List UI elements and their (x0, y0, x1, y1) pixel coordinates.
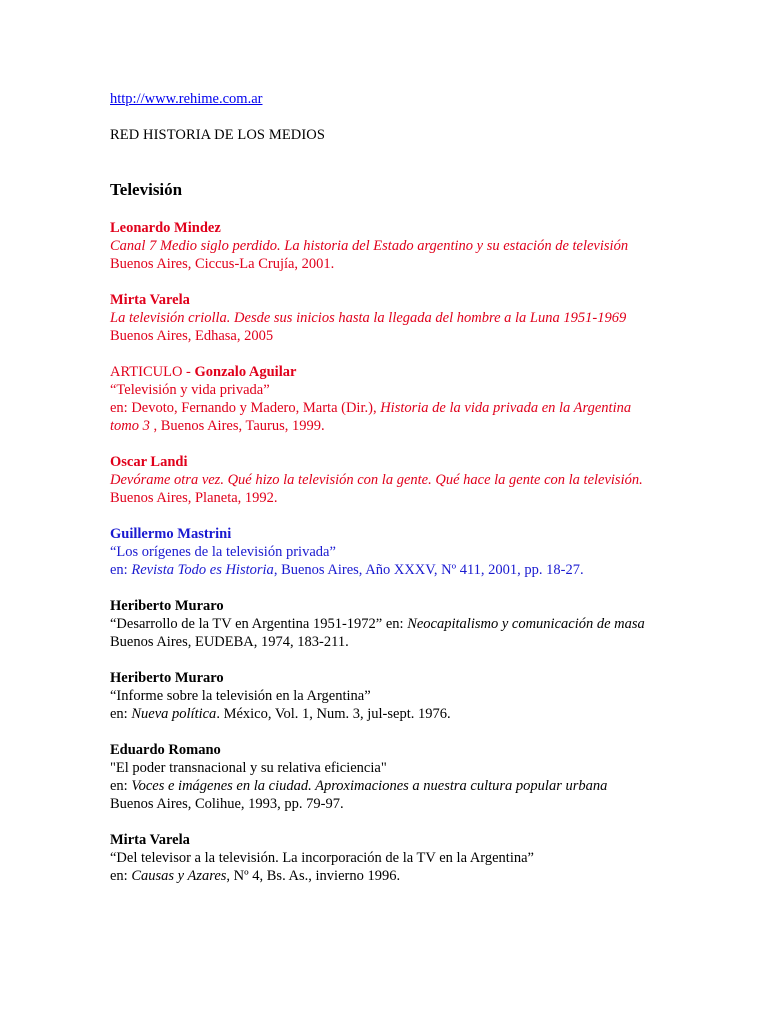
entry-article-title: “Del televisor a la televisión. La incorporación de la TV en la Argentina” (110, 850, 534, 866)
entry-source-prefix: en: Devoto, Fernando y Madero, Marta (Dir.), (110, 400, 381, 416)
entry-author: Leonardo Mindez (110, 220, 221, 236)
entry-author: Gonzalo Aguilar (194, 364, 297, 380)
entry-source (110, 777, 655, 795)
entry-article-title: "El poder transnacional y su relativa eficiencia" (110, 760, 387, 776)
section-title: Televisión (110, 180, 183, 199)
entry-title: Canal 7 Medio siglo perdido. La historia del Estado argentino y su estación de televisión (110, 238, 629, 254)
entry-author: Heriberto Muraro (110, 598, 224, 614)
entry-author-line (110, 363, 655, 381)
entry-article-title: “Informe sobre la televisión en la Argentina” (110, 688, 371, 704)
entry-source-prefix: en: (110, 706, 132, 722)
bibliography-entry (110, 219, 655, 273)
bibliography-list (110, 219, 655, 903)
entry-author: Mirta Varela (110, 832, 190, 848)
entry-publication: Buenos Aires, Edhasa, 2005 (110, 328, 274, 344)
entry-source (110, 561, 655, 579)
bibliography-entry (110, 741, 655, 813)
entry-source-suffix: . México, Vol. 1, Num. 3, jul-sept. 1976. (216, 706, 451, 722)
entry-author: Heriberto Muraro (110, 670, 224, 686)
entry-source (110, 399, 655, 435)
entry-source (110, 867, 655, 885)
entry-publication: Buenos Aires, EUDEBA, 1974, 183-211. (110, 634, 349, 650)
entry-title: La televisión criolla. Desde sus inicios hasta la llegada del hombre a la Luna 1951-1969 (110, 310, 627, 326)
entry-source (110, 615, 655, 633)
entry-author: Guillermo Mastrini (110, 526, 232, 542)
entry-title: Devórame otra vez. Qué hizo la televisión con la gente. Qué hace la gente con la televisión. (110, 472, 643, 488)
bibliography-entry (110, 453, 655, 507)
entry-source-title: Causas y Azares (131, 868, 227, 884)
entry-publication: Buenos Aires, Planeta, 1992. (110, 490, 278, 506)
entry-source-prefix: en: (110, 778, 132, 794)
bibliography-entry (110, 291, 655, 345)
entry-source-suffix: , Nº 4, Bs. As., invierno 1996. (226, 868, 401, 884)
entry-source-suffix: , Buenos Aires, Año XXXV, Nº 411, 2001, pp. 18-27. (273, 562, 584, 578)
entry-author: Eduardo Romano (110, 742, 221, 758)
entry-source-prefix: en: (110, 562, 132, 578)
entry-article-title: “Los orígenes de la televisión privada” (110, 544, 336, 560)
bibliography-entry (110, 831, 655, 885)
entry-source-title: Nueva política (131, 706, 217, 722)
entry-source-title: Historia de la vida privada en la Argentina tomo 3 (110, 400, 632, 434)
bibliography-entry (110, 597, 655, 651)
entry-source (110, 705, 655, 723)
entry-publication: Buenos Aires, Colihue, 1993, pp. 79-97. (110, 796, 344, 812)
entry-source-title: Revista Todo es Historia (131, 562, 274, 578)
site-url-link[interactable]: http://www.rehime.com.ar (110, 91, 263, 107)
entry-source-suffix: , Buenos Aires, Taurus, 1999. (149, 418, 325, 434)
entry-source-title: Voces e imágenes en la ciudad. Aproximaciones a nuestra cultura popular urbana (131, 778, 608, 794)
bibliography-entry (110, 525, 655, 579)
bibliography-entry (110, 363, 655, 435)
entry-article-title: “Televisión y vida privada” (110, 382, 270, 398)
entry-publication: Buenos Aires, Ciccus-La Crujía, 2001. (110, 256, 335, 272)
entry-source-prefix: en: (110, 868, 132, 884)
site-name: RED HISTORIA DE LOS MEDIOS (110, 127, 326, 143)
entry-author: Oscar Landi (110, 454, 188, 470)
entry-source-title: Neocapitalismo y comunicación de masa (407, 616, 645, 632)
entry-article-title: “Desarrollo de la TV en Argentina 1951-1972” en: (110, 616, 408, 632)
entry-author: Mirta Varela (110, 292, 190, 308)
entry-prefix: ARTICULO - (110, 364, 195, 380)
bibliography-entry (110, 669, 655, 723)
